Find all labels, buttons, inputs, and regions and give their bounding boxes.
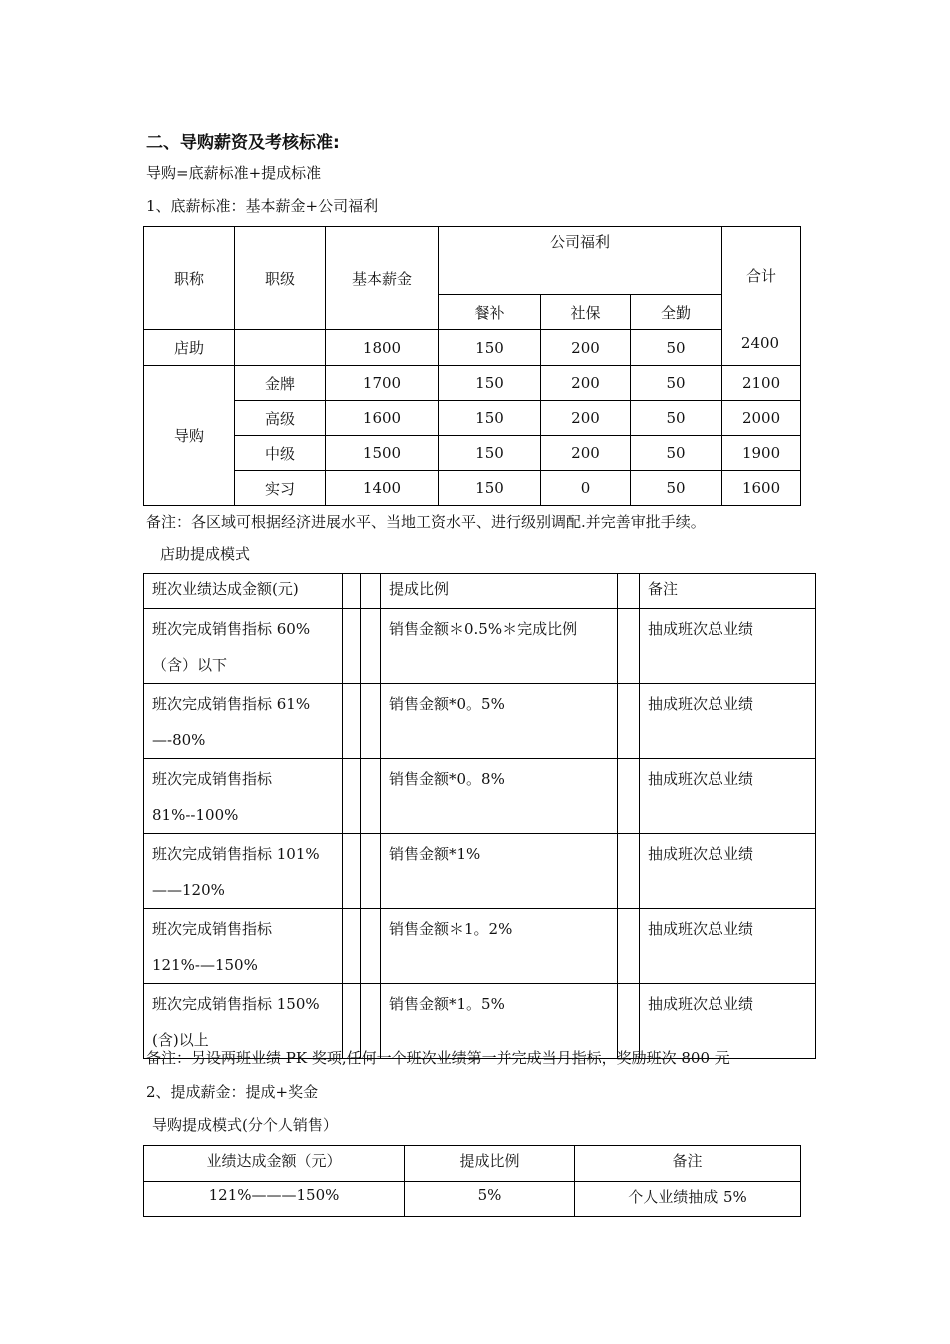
spacer-cell <box>618 834 640 909</box>
table-row <box>144 471 801 506</box>
formula-text: 导购=底薪标准+提成标准 <box>146 164 322 182</box>
cell-note: 个人业绩抽成 5% <box>575 1182 801 1217</box>
spacer-cell <box>361 759 381 834</box>
table-row <box>144 366 801 401</box>
spacer-cell <box>343 574 361 609</box>
cell-total: 1600 <box>722 471 801 506</box>
header-level: 职级 <box>235 227 326 330</box>
spacer-cell <box>343 909 361 984</box>
cell-note: 抽成班次总业绩 <box>640 759 816 834</box>
table-row <box>144 684 816 759</box>
spacer-cell <box>361 684 381 759</box>
cell-attendance: 50 <box>631 471 722 506</box>
header-note: 备注 <box>575 1146 801 1182</box>
table-row <box>144 436 801 471</box>
note-pk-award: 备注：另设两班业绩 PK 奖项,任何一个班次业绩第一并完成当月指标，奖励班次 800 元 <box>146 1049 730 1067</box>
cell-ratio: 5% <box>405 1182 575 1217</box>
table-row <box>144 401 801 436</box>
cell-note: 抽成班次总业绩 <box>640 909 816 984</box>
cell-note: 抽成班次总业绩 <box>640 834 816 909</box>
header-basic-salary: 基本薪金 <box>326 227 439 330</box>
cell-basic: 1800 <box>326 330 439 366</box>
header-note: 备注 <box>640 574 816 609</box>
cell-level: 金牌 <box>235 366 326 401</box>
guide-commission-title: 导购提成模式(分个人销售） <box>152 1116 338 1134</box>
spacer-cell <box>618 609 640 684</box>
spacer-cell <box>361 909 381 984</box>
assistant-commission-table <box>143 573 816 1059</box>
header-meal: 餐补 <box>439 295 541 330</box>
cell-level <box>235 330 326 366</box>
cell-meal: 150 <box>439 436 541 471</box>
cell-basic: 1400 <box>326 471 439 506</box>
cell-ratio: 销售金额＊0.5%＊完成比例 <box>381 609 618 684</box>
spacer-cell <box>343 609 361 684</box>
header-amount: 班次业绩达成金额(元) <box>144 574 343 609</box>
spacer-cell <box>361 834 381 909</box>
spacer-cell <box>618 759 640 834</box>
cell-meal: 150 <box>439 471 541 506</box>
cell-meal: 150 <box>439 401 541 436</box>
cell-note: 抽成班次总业绩 <box>640 984 816 1059</box>
cell-total: 2000 <box>722 401 801 436</box>
cell-social: 200 <box>541 366 631 401</box>
cell-social: 200 <box>541 330 631 366</box>
spacer-cell <box>618 574 640 609</box>
spacer-cell <box>618 909 640 984</box>
cell-social: 0 <box>541 471 631 506</box>
cell-amount: 班次完成销售指标 121%-—150% <box>144 909 343 984</box>
cell-title-guide: 导购 <box>144 366 235 506</box>
assistant-commission-title: 店助提成模式 <box>160 545 251 563</box>
header-ratio: 提成比例 <box>405 1146 575 1182</box>
base-salary-table <box>143 226 801 506</box>
guide-commission-table <box>143 1145 801 1217</box>
cell-amount: 班次完成销售指标 150% (含)以上 <box>144 984 343 1059</box>
cell-title: 店助 <box>144 330 235 366</box>
cell-amount: 班次完成销售指标 61% —-80% <box>144 684 343 759</box>
cell-attendance: 50 <box>631 366 722 401</box>
cell-attendance: 50 <box>631 401 722 436</box>
cell-meal: 150 <box>439 366 541 401</box>
cell-basic: 1600 <box>326 401 439 436</box>
cell-total: 2100 <box>722 366 801 401</box>
section-title: 二、导购薪资及考核标准: <box>146 133 340 153</box>
table-row <box>144 759 816 834</box>
header-ratio: 提成比例 <box>381 574 618 609</box>
table-row <box>144 1182 801 1217</box>
spacer-cell <box>343 834 361 909</box>
assistant-total: 2400 <box>740 334 780 352</box>
cell-ratio: 销售金额*0。8% <box>381 759 618 834</box>
cell-ratio: 销售金额*1% <box>381 834 618 909</box>
cell-level: 中级 <box>235 436 326 471</box>
cell-note: 抽成班次总业绩 <box>640 609 816 684</box>
cell-ratio: 销售金额*1。5% <box>381 984 618 1059</box>
cell-ratio: 销售金额*0。5% <box>381 684 618 759</box>
spacer-cell <box>361 609 381 684</box>
base-salary-title: 1、底薪标准：基本薪金+公司福利 <box>146 197 379 215</box>
cell-basic: 1500 <box>326 436 439 471</box>
cell-amount: 班次完成销售指标 81%--100% <box>144 759 343 834</box>
header-title: 职称 <box>144 227 235 330</box>
cell-amount: 121%———150% <box>144 1182 405 1217</box>
spacer-cell <box>361 574 381 609</box>
table-row <box>144 834 816 909</box>
spacer-cell <box>343 759 361 834</box>
cell-total: 1900 <box>722 436 801 471</box>
cell-note: 抽成班次总业绩 <box>640 684 816 759</box>
cell-basic: 1700 <box>326 366 439 401</box>
cell-social: 200 <box>541 436 631 471</box>
header-total: 合计 <box>722 227 801 366</box>
cell-amount: 班次完成销售指标 60% （含）以下 <box>144 609 343 684</box>
header-attendance: 全勤 <box>631 295 722 330</box>
header-amount: 业绩达成金额（元） <box>144 1146 405 1182</box>
cell-meal: 150 <box>439 330 541 366</box>
header-social: 社保 <box>541 295 631 330</box>
table-row <box>144 609 816 684</box>
note-regional: 备注：各区域可根据经济进展水平、当地工资水平、进行级别调配.并完善审批手续。 <box>146 513 706 531</box>
spacer-cell <box>343 684 361 759</box>
cell-social: 200 <box>541 401 631 436</box>
cell-level: 高级 <box>235 401 326 436</box>
cell-attendance: 50 <box>631 436 722 471</box>
cell-level: 实习 <box>235 471 326 506</box>
commission-title: 2、提成薪金：提成+奖金 <box>146 1083 319 1101</box>
cell-ratio: 销售金额＊1。2% <box>381 909 618 984</box>
cell-amount: 班次完成销售指标 101% ——120% <box>144 834 343 909</box>
table-row <box>144 909 816 984</box>
cell-attendance: 50 <box>631 330 722 366</box>
header-company-welfare: 公司福利 <box>439 227 722 295</box>
table-row <box>144 330 801 366</box>
spacer-cell <box>618 684 640 759</box>
